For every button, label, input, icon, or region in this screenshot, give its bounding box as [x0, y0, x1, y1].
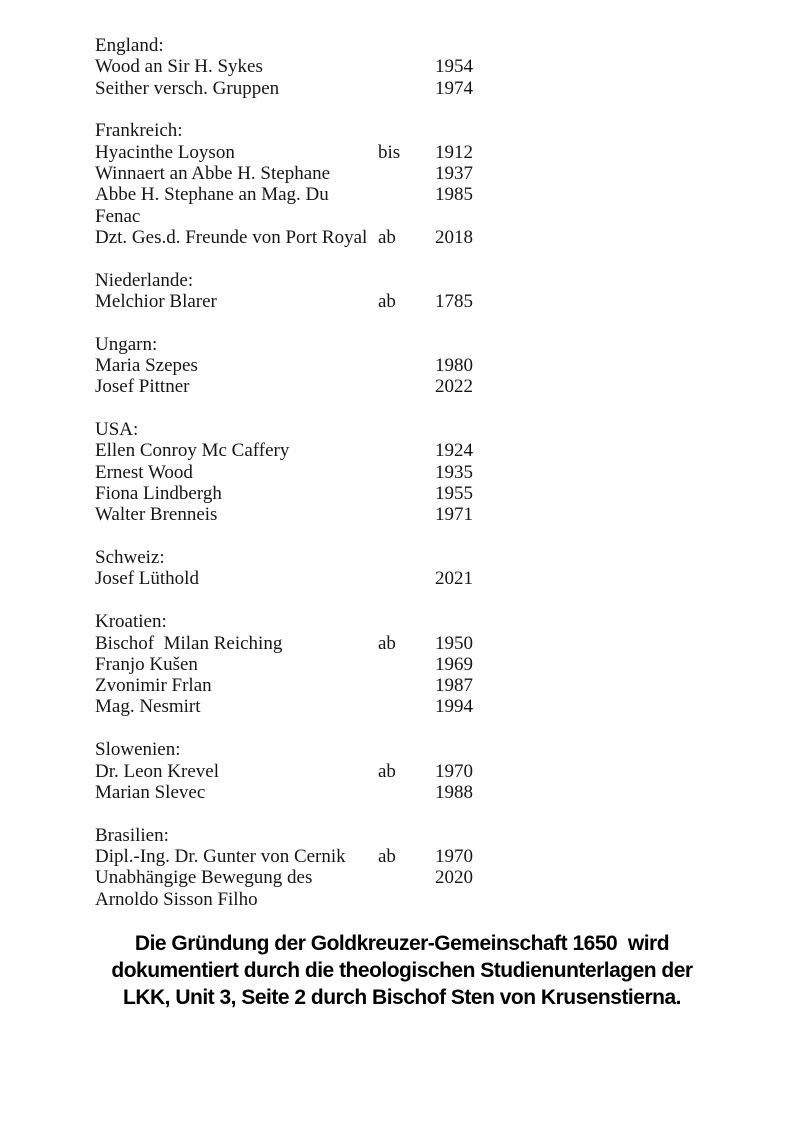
entry-row — [95, 568, 473, 589]
entry-name: Dzt. Ges.d. Freunde von Port Royal — [95, 226, 368, 248]
entry-row — [95, 163, 473, 184]
entry-row — [95, 782, 473, 803]
country-section — [95, 334, 473, 398]
country-entries — [95, 355, 473, 398]
entry-year: 1970 — [435, 845, 473, 867]
entry-row — [95, 462, 473, 483]
founding-note-line: LKK, Unit 3, Seite 2 durch Bischof Sten von Krusenstierna. — [123, 986, 681, 1009]
entry-year: 1971 — [435, 504, 473, 526]
founding-note — [0, 930, 804, 1011]
entry-year: 1937 — [435, 162, 473, 184]
entry-year: 1970 — [435, 760, 473, 782]
entry-name: Winnaert an Abbe H. Stephane — [95, 162, 331, 184]
entry-row — [95, 867, 473, 910]
country-heading: Slowenien: — [95, 739, 181, 761]
entry-name: Abbe H. Stephane an Mag. Du Fenac — [95, 184, 334, 227]
entry-year: 1969 — [435, 653, 473, 675]
entry-row — [95, 675, 473, 696]
entry-year: 1985 — [435, 184, 473, 206]
country-section — [95, 35, 473, 99]
entry-year: 1980 — [435, 355, 473, 377]
entry-year: 2020 — [435, 867, 473, 889]
entry-name: Ernest Wood — [95, 461, 193, 483]
entry-marker: ab — [378, 845, 396, 867]
entry-year: 1987 — [435, 675, 473, 697]
entry-year: 1955 — [435, 483, 473, 505]
entry-year: 1935 — [435, 461, 473, 483]
entry-year: 1954 — [435, 56, 473, 78]
entry-marker: bis — [378, 141, 401, 163]
country-entries — [95, 568, 473, 589]
founding-note-line: dokumentiert durch die theologischen Studienunterlagen der — [111, 959, 693, 982]
country-section — [95, 739, 473, 803]
country-section — [95, 419, 473, 525]
country-section — [95, 611, 473, 717]
country-section — [95, 547, 473, 590]
entry-year: 2018 — [435, 226, 473, 248]
founding-note-line: Die Gründung der Goldkreuzer-Gemeinschaft 1650 wird — [134, 932, 670, 955]
entry-row — [95, 56, 473, 77]
country-heading: Ungarn: — [95, 333, 158, 355]
entry-row — [95, 654, 473, 675]
entry-row — [95, 483, 473, 504]
entry-year: 1988 — [435, 781, 473, 803]
country-section — [95, 270, 473, 313]
entry-name: Franjo Kušen — [95, 653, 198, 675]
entry-year: 2021 — [435, 568, 473, 590]
entry-name: Ellen Conroy Mc Caffery — [95, 440, 290, 462]
entry-marker: ab — [378, 760, 396, 782]
country-section — [95, 120, 473, 248]
entry-row — [95, 227, 473, 248]
entry-name: Maria Szepes — [95, 355, 198, 377]
succession-list — [95, 35, 473, 931]
entry-row — [95, 142, 473, 163]
entry-year: 1912 — [435, 141, 473, 163]
entry-row — [95, 376, 473, 397]
entry-name: Seither versch. Gruppen — [95, 77, 280, 99]
country-heading: Frankreich: — [95, 120, 183, 142]
entry-row — [95, 291, 473, 312]
entry-marker: ab — [378, 226, 396, 248]
entry-name: Fiona Lindbergh — [95, 483, 222, 505]
entry-row — [95, 184, 473, 227]
country-entries — [95, 440, 473, 525]
country-heading: England: — [95, 35, 164, 56]
entry-row — [95, 633, 473, 654]
entry-name: Dipl.-Ing. Dr. Gunter von Cernik — [95, 845, 346, 867]
country-heading: Kroatien: — [95, 611, 167, 633]
entry-name: Walter Brenneis — [95, 504, 218, 526]
entry-row — [95, 761, 473, 782]
entry-name: Melchior Blarer — [95, 290, 217, 312]
entry-year: 1785 — [435, 290, 473, 312]
entry-year: 1950 — [435, 632, 473, 654]
country-heading: Schweiz: — [95, 547, 165, 569]
entry-name: Dr. Leon Krevel — [95, 760, 219, 782]
entry-year: 1994 — [435, 696, 473, 718]
entry-name: Josef Lüthold — [95, 568, 199, 590]
country-entries — [95, 56, 473, 99]
country-section — [95, 825, 473, 910]
entry-name: Mag. Nesmirt — [95, 696, 201, 718]
entry-year: 1924 — [435, 440, 473, 462]
entry-marker: ab — [378, 632, 396, 654]
country-heading: Niederlande: — [95, 269, 194, 291]
entry-name: Unabhängige Bewegung des Arnoldo Sisson Filho — [95, 867, 317, 910]
country-entries — [95, 633, 473, 718]
country-entries — [95, 761, 473, 804]
entry-row — [95, 440, 473, 461]
entry-name: Zvonimir Frlan — [95, 675, 212, 697]
country-entries — [95, 291, 473, 312]
entry-name: Wood an Sir H. Sykes — [95, 56, 263, 78]
entry-row — [95, 846, 473, 867]
country-heading: Brasilien: — [95, 824, 169, 846]
country-entries — [95, 142, 473, 248]
entry-row — [95, 78, 473, 99]
entry-marker: ab — [378, 290, 396, 312]
country-entries — [95, 846, 473, 910]
entry-year: 1974 — [435, 77, 473, 99]
entry-name: Hyacinthe Loyson — [95, 141, 235, 163]
entry-row — [95, 355, 473, 376]
entry-name: Marian Slevec — [95, 781, 206, 803]
entry-name: Josef Pittner — [95, 376, 190, 398]
country-heading: USA: — [95, 419, 139, 441]
entry-name: Bischof Milan Reiching — [95, 632, 283, 654]
entry-row — [95, 696, 473, 717]
entry-year: 2022 — [435, 376, 473, 398]
entry-row — [95, 504, 473, 525]
